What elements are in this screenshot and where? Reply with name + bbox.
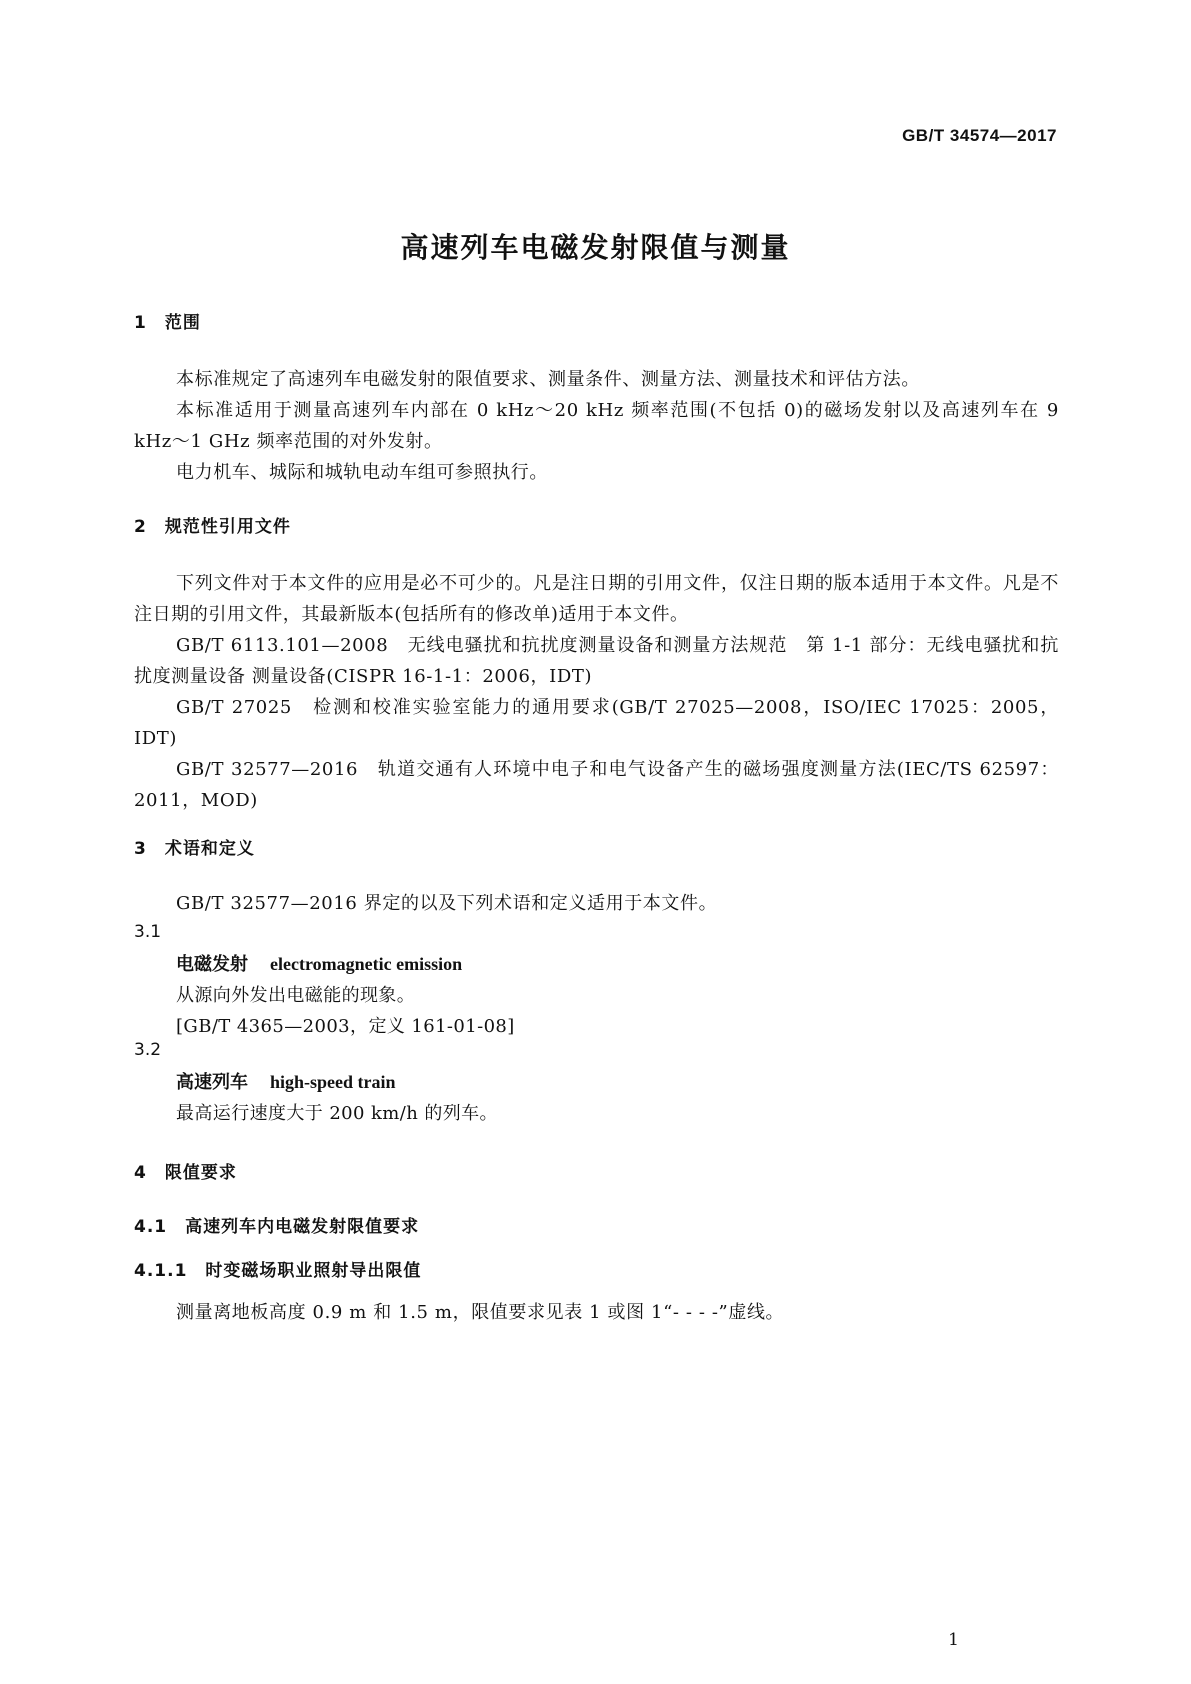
term-en: electromagnetic emission bbox=[270, 954, 463, 974]
section-number: 4 bbox=[134, 1163, 147, 1183]
section-title: 术语和定义 bbox=[164, 839, 255, 859]
paragraph-limit: 测量离地板高度 0.9 m 和 1.5 m，限值要求见表 1 或图 1“- - - -”虚线。 bbox=[176, 1302, 785, 1323]
reference-item-3: GB/T 32577—2016 轨道交通有人环境中电子和电气设备产生的磁场强度测量方法(IEC/TS 62597：2011，MOD) bbox=[134, 759, 1059, 811]
section-number: 4.1.1 bbox=[134, 1261, 188, 1281]
reference-item-2: GB/T 27025 检测和校准实验室能力的通用要求(GB/T 27025—2008，ISO/IEC 17025：2005，IDT) bbox=[134, 697, 1059, 749]
section-title: 时变磁场职业照射导出限值 bbox=[205, 1261, 422, 1281]
section-heading-4-1 bbox=[134, 1212, 419, 1237]
section-heading-4-1-1 bbox=[134, 1256, 421, 1281]
paragraph-terms-intro: GB/T 32577—2016 界定的以及下列术语和定义适用于本文件。 bbox=[176, 893, 718, 914]
reference-item-1: GB/T 6113.101—2008 无线电骚扰和抗扰度测量设备和测量方法规范 第 1-1 部分：无线电骚扰和抗扰度测量设备 测量设备(CISPR 16-1-1：2006，IDT) bbox=[134, 635, 1059, 687]
section-number: 2 bbox=[134, 517, 147, 537]
paragraph-scope-1: 本标准规定了高速列车电磁发射的限值要求、测量条件、测量方法、测量技术和评估方法。 bbox=[176, 369, 920, 390]
term-entry bbox=[176, 950, 462, 976]
section-number: 4.1 bbox=[134, 1217, 168, 1237]
section-number: 1 bbox=[134, 313, 147, 333]
term-entry bbox=[176, 1068, 396, 1094]
term-number: 3.1 bbox=[134, 922, 162, 942]
term-number: 3.2 bbox=[134, 1040, 162, 1060]
page-number: 1 bbox=[948, 1630, 959, 1650]
document-title: 高速列车电磁发射限值与测量 bbox=[400, 231, 791, 264]
term-source: [GB/T 4365—2003，定义 161-01-08] bbox=[176, 1016, 515, 1037]
section-heading-1 bbox=[134, 308, 201, 333]
section-number: 3 bbox=[134, 839, 147, 859]
standard-code: GB/T 34574—2017 bbox=[902, 126, 1057, 145]
section-title: 限值要求 bbox=[164, 1163, 237, 1183]
section-title: 高速列车内电磁发射限值要求 bbox=[185, 1217, 420, 1237]
paragraph-normative-intro: 下列文件对于本文件的应用是必不可少的。凡是注日期的引用文件，仅注日期的版本适用于本文件。凡是不注日期的引用文件，其最新版本(包括所有的修改单)适用于本文件。 bbox=[134, 573, 1059, 625]
section-heading-2 bbox=[134, 512, 291, 537]
term-en: high-speed train bbox=[270, 1072, 396, 1092]
term-zh: 电磁发射 bbox=[176, 954, 248, 975]
section-title: 规范性引用文件 bbox=[164, 517, 291, 537]
section-title: 范围 bbox=[164, 313, 201, 333]
paragraph-scope-3: 电力机车、城际和城轨电动车组可参照执行。 bbox=[176, 462, 548, 483]
section-heading-4 bbox=[134, 1158, 237, 1183]
section-heading-3 bbox=[134, 834, 255, 859]
term-zh: 高速列车 bbox=[176, 1072, 248, 1093]
term-definition: 最高运行速度大于 200 km/h 的列车。 bbox=[176, 1103, 498, 1124]
paragraph-scope-2: 本标准适用于测量高速列车内部在 0 kHz～20 kHz 频率范围(不包括 0)的磁场发射以及高速列车在 9 kHz～1 GHz 频率范围的对外发射。 bbox=[134, 400, 1059, 452]
term-definition: 从源向外发出电磁能的现象。 bbox=[176, 985, 416, 1006]
